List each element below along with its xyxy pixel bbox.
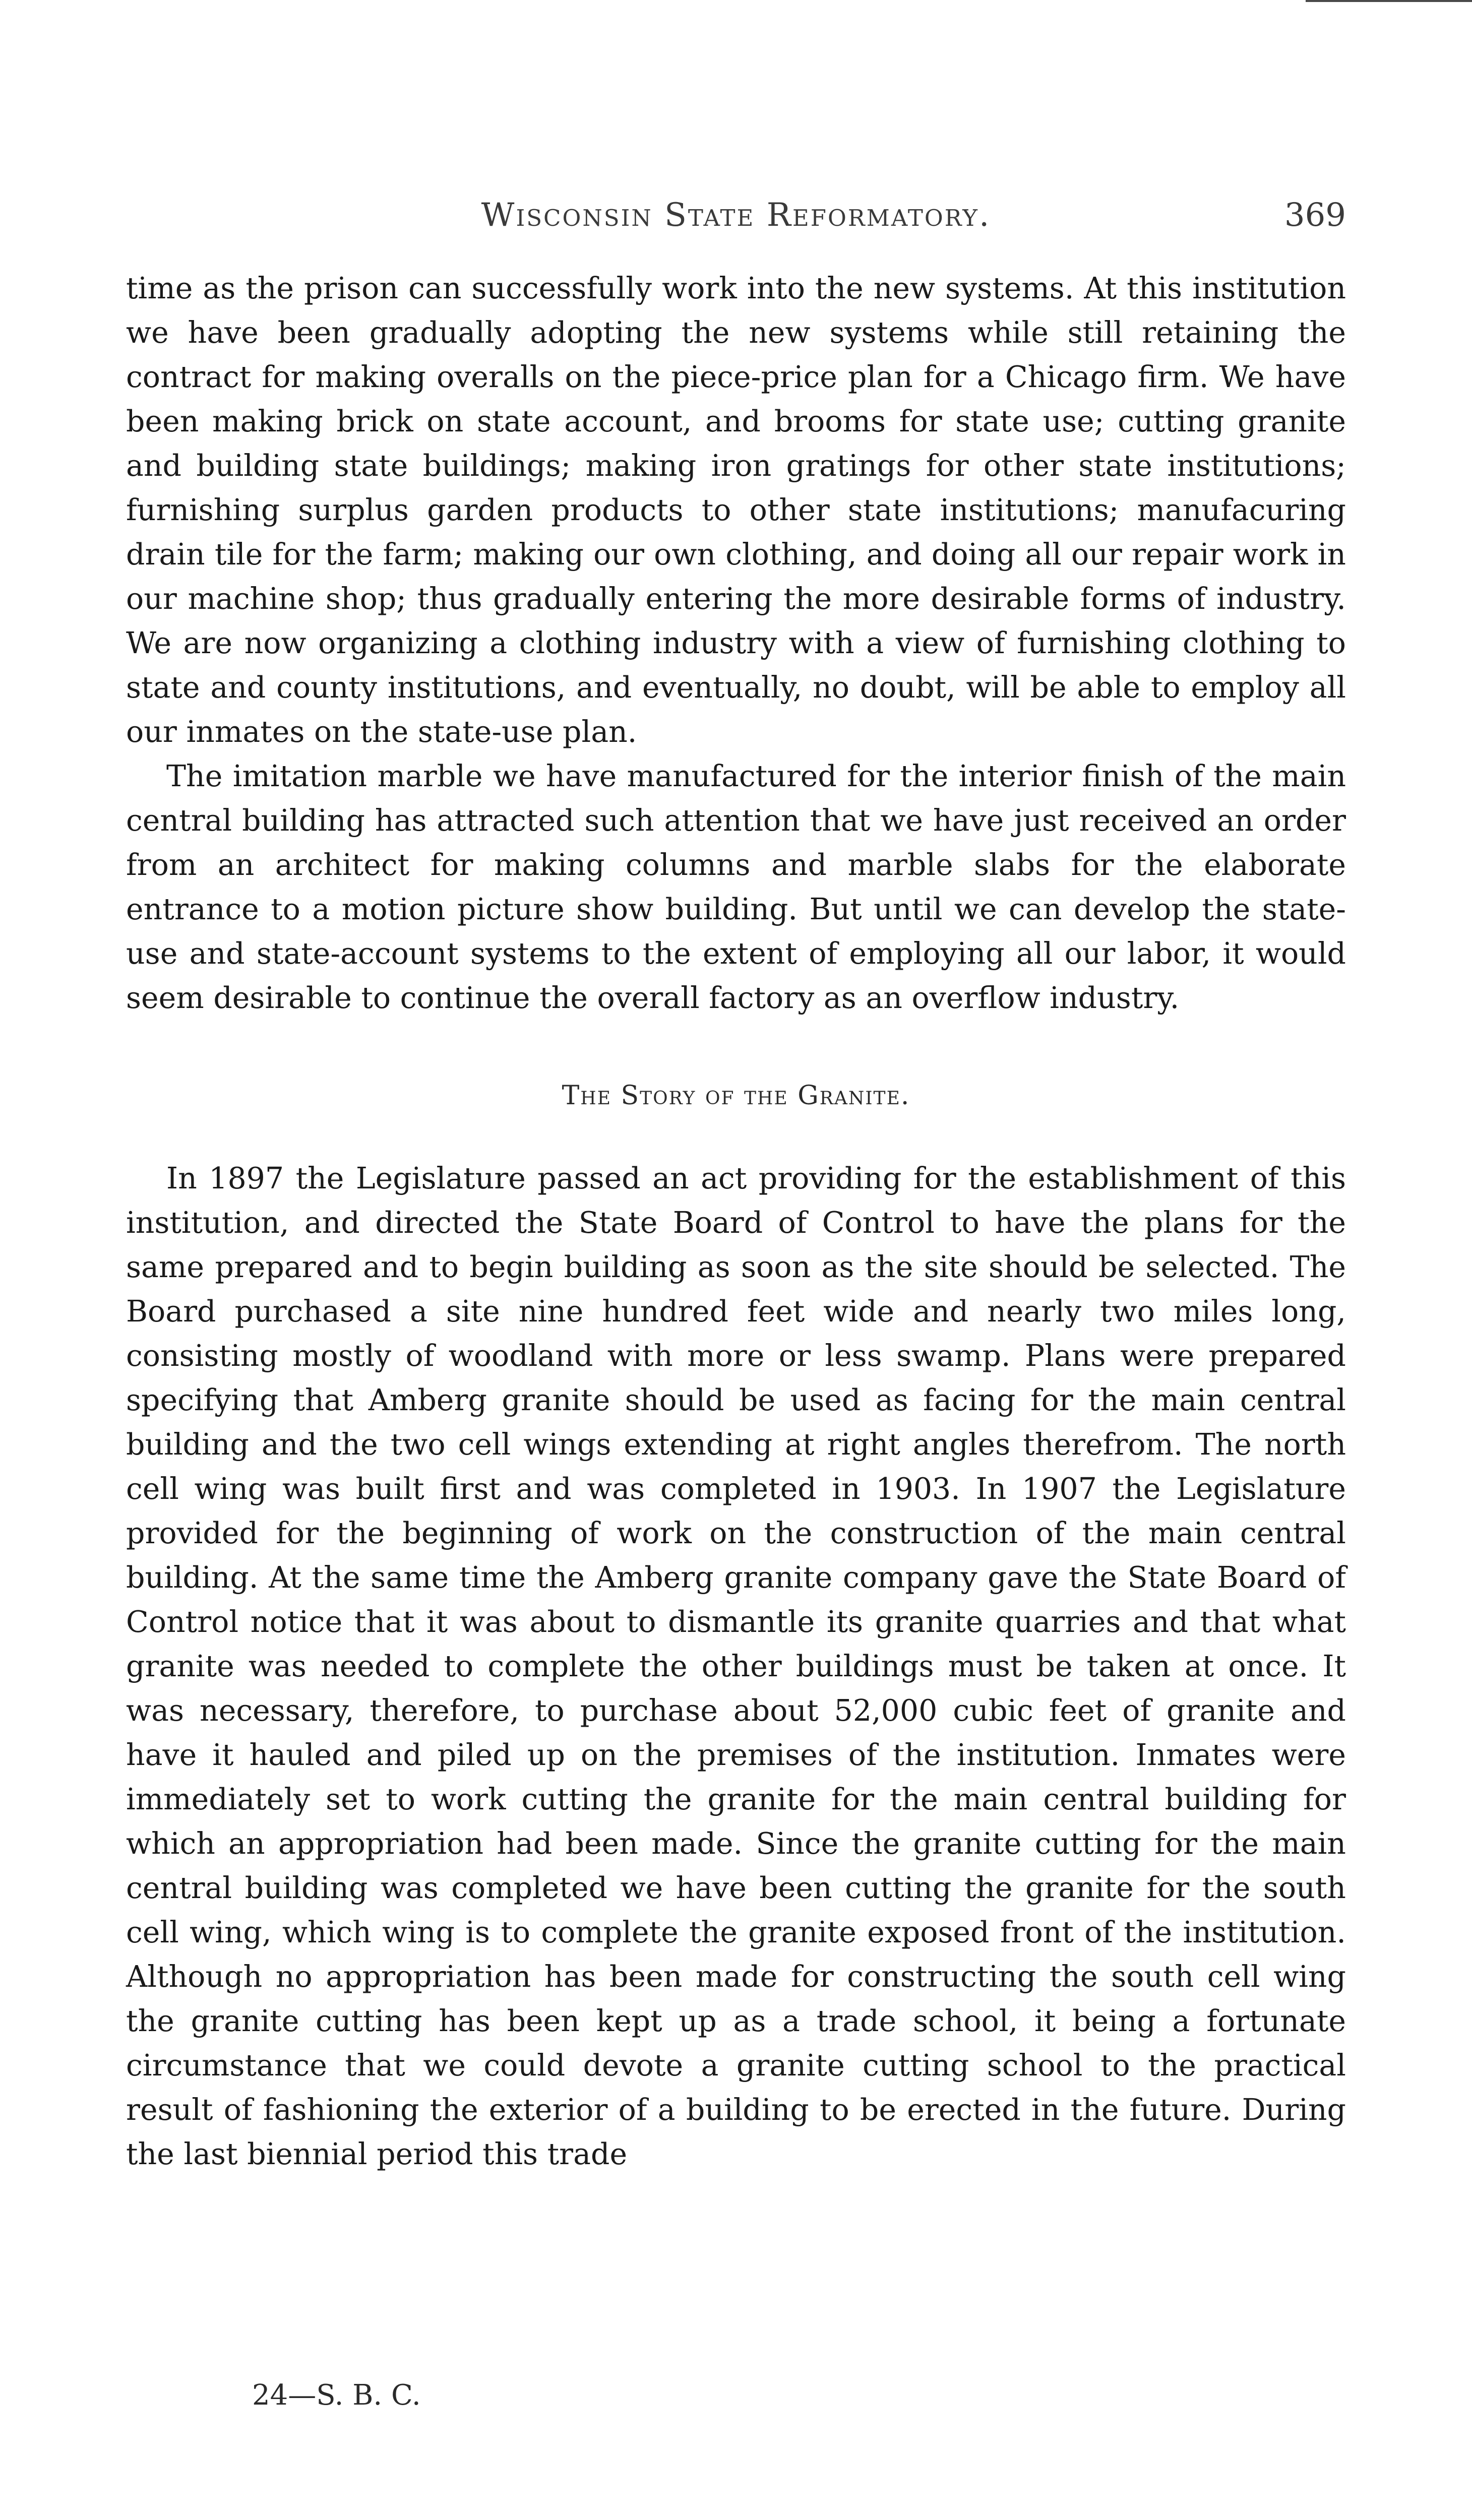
signature-mark: 24—S. B. C.: [252, 2379, 421, 2412]
running-title: Wisconsin State Reformatory.: [481, 197, 991, 234]
paragraph-granite-story: In 1897 the Legislature passed an act providing for the establishment of this institution, and directed the State Board of Control to have the plans for the same prepared and to begin building as soon as the site should be selected. The Board purchased a site nine hundred feet wide and nearly two miles long, consisting mostly of woodland with more or less swamp. Plans were prepared specifying that Amberg granite should be used as facing for the main central building and the two cell wings extending at right angles therefrom. The north cell wing was built first and was completed in 1903. In 1907 the Legislature provided for the beginning of work on the construction of the main central building. At the same time the Amberg granite company gave the State Board of Control notice that it was about to dismantle its granite quarries and that what granite was needed to complete the other buildings must be taken at once. It was necessary, therefore, to purchase about 52,000 cubic feet of granite and have it hauled and piled up on the premises of the institution. Inmates were immediately set to work cutting the granite for the main central building for which an appropriation had been made. Since the granite cutting for the main central building was completed we have been cutting the granite for the south cell wing, which wing is to complete the granite exposed front of the institution. Although no appropriation has been made for constructing the south cell wing the granite cutting has been kept up as a trade school, it being a fortunate circumstance that we could devote a granite cutting school to the practical result of fashioning the exterior of a building to be erected in the future. During the last biennial period this trade: [126, 1161, 1346, 2171]
page-number: 369: [1284, 197, 1346, 234]
paragraph-imitation-marble: The imitation marble we have manufactured for the interior finish of the main central building has attracted such attention that we have just received an order from an architect for making columns and marble slabs for the elaborate entrance to a motion picture show building. But until we can develop the state-use and state-account systems to the extent of employing all our labor, it would seem desirable to continue the overall factory as an overflow industry.: [126, 759, 1346, 1015]
book-page: [126, 186, 1346, 2176]
page-footer: [126, 2379, 1346, 2412]
running-head: [126, 186, 1346, 247]
page-edge-rule: [1306, 0, 1472, 2]
body-text: [126, 266, 1346, 2176]
section-heading: The Story of the Granite.: [562, 1081, 910, 1111]
paragraph-continued: time as the prison can successfully work into the new systems. At this institution we have been gradually adopting the new systems while still retaining the contract for making overalls on the piece-price plan for a Chicago firm. We have been making brick on state account, and brooms for state use; cutting granite and building state buildings; making iron gratings for other state institutions; furnishing surplus garden products to other state institutions; manufacuring drain tile for the farm; making our own clothing, and doing all our repair work in our machine shop; thus gradually entering the more desirable forms of industry. We are now organizing a clothing industry with a view of furnishing clothing to state and county institutions, and eventually, no doubt, will be able to employ all our inmates on the state-use plan.: [126, 271, 1346, 749]
